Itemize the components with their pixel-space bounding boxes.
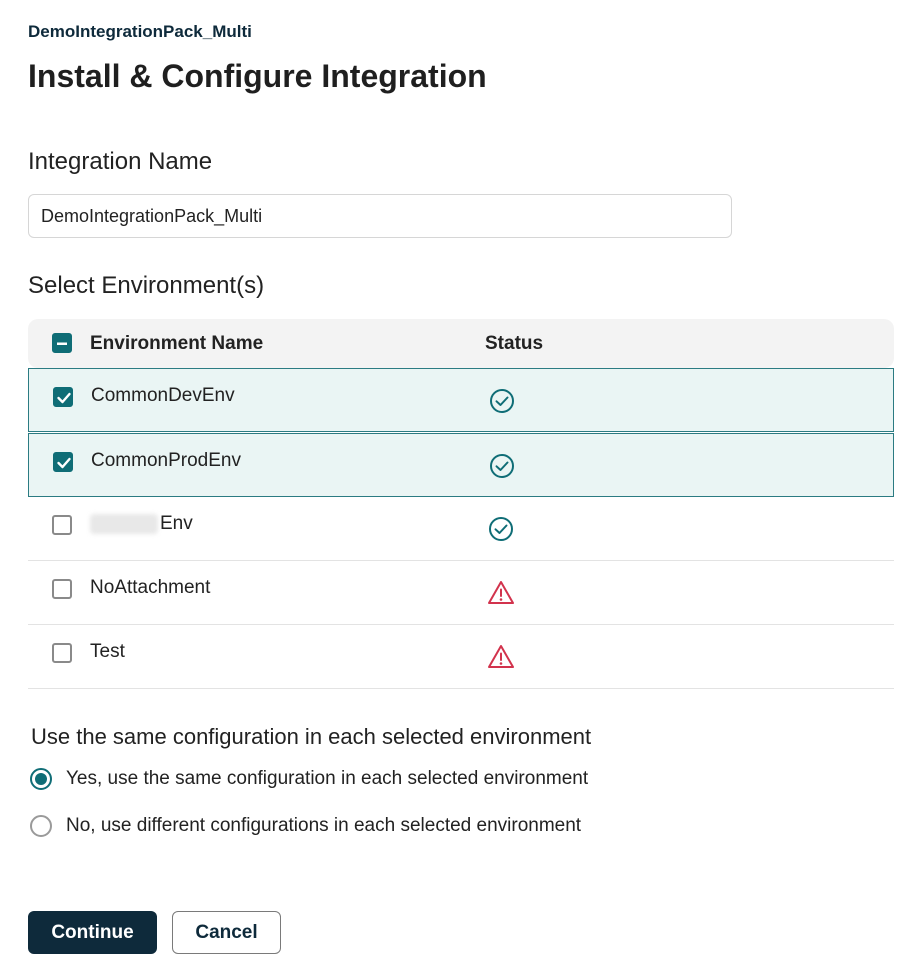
row-checkbox[interactable] bbox=[53, 452, 73, 472]
check-circle-icon bbox=[488, 452, 516, 480]
table-row[interactable] bbox=[28, 497, 894, 561]
environment-name bbox=[91, 450, 241, 472]
column-header-status: Status bbox=[485, 333, 544, 354]
environment-name-text: NoAttachment bbox=[90, 577, 211, 598]
row-checkbox[interactable] bbox=[52, 515, 72, 535]
environment-table bbox=[28, 319, 894, 689]
environment-name bbox=[91, 385, 235, 407]
check-circle-icon bbox=[487, 515, 515, 543]
continue-button[interactable]: Continue bbox=[28, 911, 157, 954]
environment-rows bbox=[28, 368, 894, 689]
config-question: Use the same configuration in each selected environment bbox=[31, 724, 592, 749]
cancel-button[interactable]: Cancel bbox=[172, 911, 281, 954]
radio-button[interactable] bbox=[30, 768, 52, 790]
warning-triangle-icon bbox=[487, 579, 515, 607]
radio-label: Yes, use the same configuration in each selected environment bbox=[66, 768, 589, 789]
table-row[interactable] bbox=[28, 625, 894, 689]
radio-button[interactable] bbox=[30, 815, 52, 837]
environment-name bbox=[90, 641, 125, 663]
integration-pack-name: DemoIntegrationPack_Multi bbox=[28, 22, 252, 41]
warning-triangle-icon bbox=[487, 643, 515, 671]
table-row[interactable] bbox=[28, 433, 894, 497]
radio-different-config[interactable] bbox=[30, 815, 581, 837]
page-title: Install & Configure Integration bbox=[28, 58, 487, 94]
check-circle-icon bbox=[488, 387, 516, 415]
table-header bbox=[28, 319, 894, 368]
select-all-checkbox[interactable] bbox=[52, 333, 72, 353]
radio-same-config[interactable] bbox=[30, 768, 588, 790]
environment-name bbox=[90, 513, 193, 535]
row-checkbox[interactable] bbox=[53, 387, 73, 407]
table-row[interactable] bbox=[28, 368, 894, 432]
column-header-environment-name: Environment Name bbox=[90, 333, 264, 354]
environment-name-text: Test bbox=[90, 641, 125, 662]
radio-label: No, use different configurations in each selected environment bbox=[66, 815, 582, 836]
environment-name-text: CommonProdEnv bbox=[91, 450, 241, 471]
integration-name-label: Integration Name bbox=[28, 148, 213, 175]
select-environments-label: Select Environment(s) bbox=[28, 272, 265, 299]
environment-name bbox=[90, 577, 210, 599]
environment-name-text: Env bbox=[160, 513, 193, 534]
row-checkbox[interactable] bbox=[52, 643, 72, 663]
row-checkbox[interactable] bbox=[52, 579, 72, 599]
environment-name-text: CommonDevEnv bbox=[91, 385, 235, 406]
table-row[interactable] bbox=[28, 561, 894, 625]
integration-name-input[interactable] bbox=[28, 194, 732, 238]
redacted-text bbox=[90, 514, 158, 534]
